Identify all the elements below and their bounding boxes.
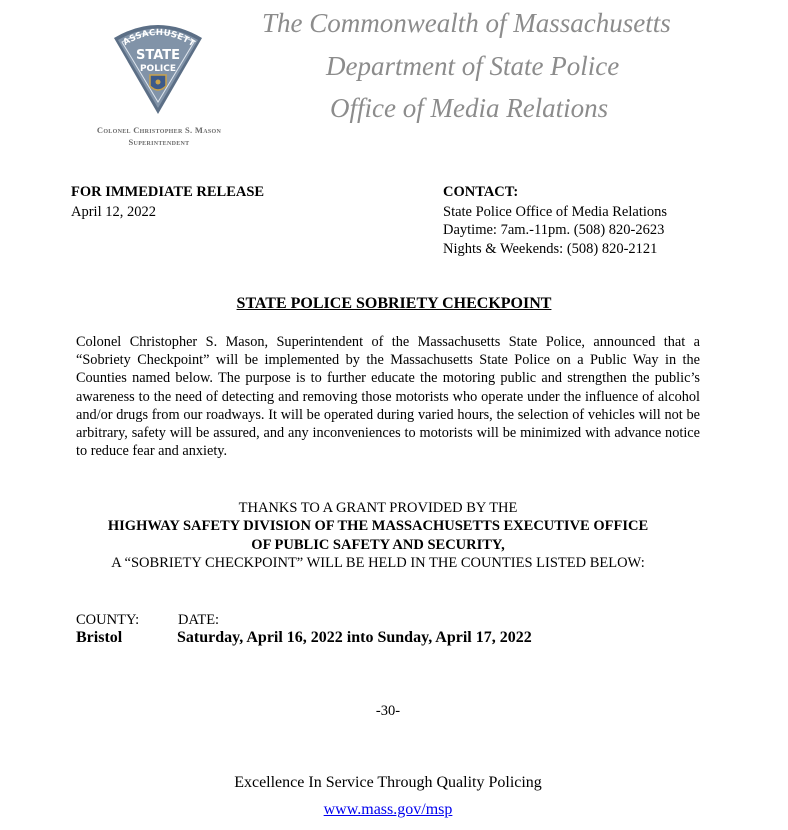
officer-title: Superintendent xyxy=(128,137,190,147)
date-value: Saturday, April 16, 2022 into Sunday, April 17, 2022 xyxy=(177,629,532,646)
county-value: Bristol xyxy=(76,629,123,646)
end-marker: -30- xyxy=(375,703,401,719)
officer-name: Colonel Christopher S. Mason xyxy=(96,125,222,135)
contact-daytime: Daytime: 7am.-11pm. (508) 820-2623 xyxy=(443,222,665,238)
county-header: COUNTY: xyxy=(76,612,140,628)
grant-line-4: A “SOBRIETY CHECKPOINT” WILL BE HELD IN THE COUNTIES LISTED BELOW: xyxy=(111,555,645,571)
contact-office: State Police Office of Media Relations xyxy=(443,204,668,220)
footer-link-wrap xyxy=(0,801,776,819)
release-date: April 12, 2022 xyxy=(71,204,156,220)
footer-website-link[interactable]: www.mass.gov/msp xyxy=(323,801,453,818)
grant-line-1: THANKS TO A GRANT PROVIDED BY THE xyxy=(238,500,518,516)
grant-line-3: OF PUBLIC SAFETY AND SECURITY, xyxy=(251,537,505,553)
date-header: DATE: xyxy=(178,612,220,628)
badge-shield-icon xyxy=(108,16,208,116)
officer-block xyxy=(70,124,248,148)
badge-line1: STATE xyxy=(135,48,181,63)
header-office: Office of Media Relations xyxy=(330,93,609,123)
contact-label: CONTACT: xyxy=(443,184,519,200)
badge-line2: POLICE xyxy=(139,64,177,74)
contact-nights: Nights & Weekends: (508) 820-2121 xyxy=(443,241,658,257)
press-release-title: STATE POLICE SOBRIETY CHECKPOINT xyxy=(236,295,552,312)
badge-arc-text: ASSACHUSETT xyxy=(121,27,197,50)
grant-line-2: HIGHWAY SAFETY DIVISION OF THE MASSACHUSETTS EXECUTIVE OFFICE xyxy=(107,518,649,534)
body-paragraph: Colonel Christopher S. Mason, Superintendent of the Massachusetts State Police, announced that a “Sobriety Checkpoint” will be implemented by the Massachusetts State Police on a Public Way in the Counties named below. The purpose is to further educate the motoring public and strengthen the public’s awareness to the need of detecting and removing those motorists who operate under the influence of alcohol and/or drugs from our roadways. It will be operated during varied hours, the selection of vehicles will not be arbitrary, safety will be assured, and any inconveniences to motorists will be minimized with advance notice to reduce fear and anxiety. xyxy=(76,334,700,460)
footer-motto: Excellence In Service Through Quality Policing xyxy=(234,774,542,791)
release-label: FOR IMMEDIATE RELEASE xyxy=(71,184,265,200)
header-department: Department of State Police xyxy=(326,51,620,81)
header-commonwealth: The Commonwealth of Massachusetts xyxy=(262,8,671,38)
state-police-badge-logo xyxy=(108,16,208,116)
